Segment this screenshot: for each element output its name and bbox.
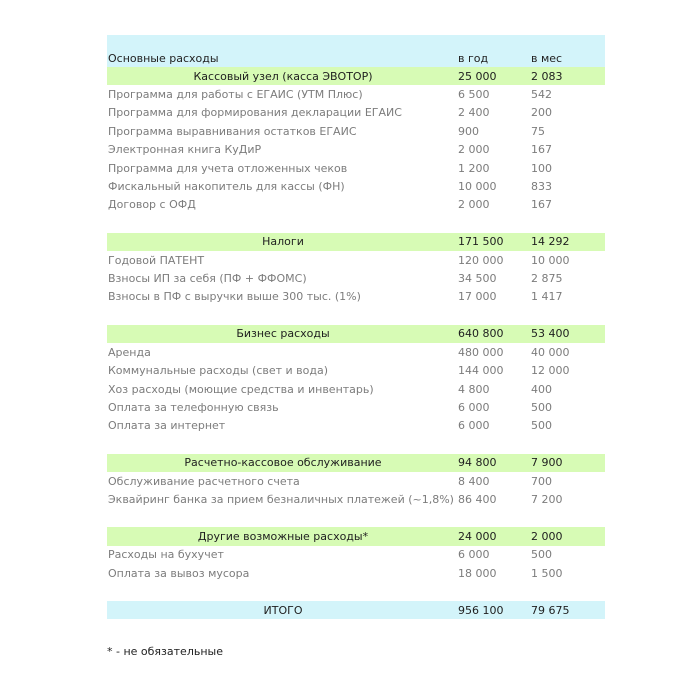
total-year: 956 100 (458, 603, 504, 617)
section-month: 14 292 (531, 235, 570, 249)
table-row (107, 490, 605, 508)
table-row (107, 380, 605, 398)
table-row (107, 472, 605, 490)
table-row (107, 288, 605, 306)
item-month: 200 (531, 106, 552, 120)
item-month: 100 (531, 161, 552, 175)
table-row (107, 251, 605, 269)
table-row (107, 546, 605, 564)
item-month: 167 (531, 198, 552, 212)
section-title: Налоги (262, 235, 304, 249)
item-month: 10 000 (531, 253, 570, 267)
section-row (107, 233, 605, 251)
table-row (107, 159, 605, 177)
table-row (107, 361, 605, 379)
section-year: 24 000 (458, 529, 497, 543)
item-label: Расходы на бухучет (108, 548, 224, 562)
item-label: Оплата за интернет (108, 419, 226, 433)
expenses-table (107, 35, 605, 619)
section-row (107, 527, 605, 545)
item-year: 8 400 (458, 474, 490, 488)
item-year: 6 500 (458, 88, 490, 102)
item-month: 2 875 (531, 272, 563, 286)
section-month: 2 000 (531, 529, 563, 543)
item-month: 833 (531, 180, 552, 194)
section-row (107, 454, 605, 472)
item-label: Взносы ИП за себя (ПФ + ФФОМС) (108, 272, 307, 286)
table-row (107, 122, 605, 140)
item-month: 542 (531, 88, 552, 102)
spacer (107, 582, 605, 601)
section-month: 53 400 (531, 327, 570, 341)
header-title: Основные расходы (108, 52, 219, 65)
table-header (107, 35, 605, 67)
item-year: 144 000 (458, 364, 504, 378)
item-year: 2 000 (458, 198, 490, 212)
item-label: Договор с ОФД (108, 198, 196, 212)
item-year: 6 000 (458, 419, 490, 433)
item-label: Годовой ПАТЕНТ (108, 253, 205, 267)
item-year: 2 000 (458, 143, 490, 157)
table-row (107, 564, 605, 582)
spacer (107, 509, 605, 528)
item-label: Оплата за телефонную связь (108, 400, 279, 414)
item-month: 500 (531, 548, 552, 562)
table-row (107, 196, 605, 214)
item-year: 17 000 (458, 290, 497, 304)
total-row (107, 601, 605, 619)
item-label: Фискальный накопитель для кассы (ФН) (108, 180, 345, 194)
item-month: 500 (531, 419, 552, 433)
item-label: Обслуживание расчетного счета (108, 474, 300, 488)
item-month: 12 000 (531, 364, 570, 378)
footnote: * - не обязательные (107, 645, 223, 658)
header-year: в год (458, 52, 489, 65)
section-year: 171 500 (458, 235, 504, 249)
item-month: 7 200 (531, 493, 563, 506)
item-year: 86 400 (458, 493, 497, 506)
section-month: 2 083 (531, 69, 563, 83)
item-label: Хоз расходы (моющие средства и инвентарь) (108, 382, 374, 396)
spacer (107, 435, 605, 454)
item-month: 1 500 (531, 566, 563, 580)
item-year: 900 (458, 124, 479, 138)
item-year: 18 000 (458, 566, 497, 580)
table-row (107, 343, 605, 361)
item-month: 700 (531, 474, 552, 488)
item-year: 480 000 (458, 345, 504, 359)
table-row (107, 417, 605, 435)
item-label: Коммунальные расходы (свет и вода) (108, 364, 329, 378)
item-label: Аренда (108, 345, 151, 359)
item-label: Электронная книга КуДиР (108, 143, 262, 157)
item-label: Программа для учета отложенных чеков (108, 161, 348, 175)
item-label: Эквайринг банка за прием безналичных платежей (~1,8%) (108, 493, 454, 506)
table-row (107, 398, 605, 416)
section-title: Другие возможные расходы* (197, 529, 369, 543)
table-row (107, 85, 605, 103)
section-year: 640 800 (458, 327, 504, 341)
section-year: 25 000 (458, 69, 497, 83)
section-month: 7 900 (531, 456, 563, 470)
item-label: Программа для формирования декларации ЕГАИС (108, 106, 402, 120)
section-year: 94 800 (458, 456, 497, 470)
total-month: 79 675 (531, 603, 570, 617)
total-label: ИТОГО (263, 603, 303, 617)
item-month: 1 417 (531, 290, 563, 304)
item-year: 10 000 (458, 180, 497, 194)
section-row (107, 67, 605, 85)
header-month: в мес (531, 52, 563, 65)
item-year: 1 200 (458, 161, 490, 175)
spacer (107, 214, 605, 233)
section-title: Бизнес расходы (236, 327, 330, 341)
item-month: 167 (531, 143, 552, 157)
table-row (107, 269, 605, 287)
item-label: Оплата за вывоз мусора (108, 566, 250, 580)
item-month: 400 (531, 382, 552, 396)
item-year: 4 800 (458, 382, 490, 396)
item-month: 75 (531, 124, 545, 138)
item-year: 6 000 (458, 548, 490, 562)
section-title: Расчетно-кассовое обслуживание (184, 456, 382, 470)
item-label: Программа для работы с ЕГАИС (УТМ Плюс) (108, 88, 363, 102)
table-row (107, 177, 605, 195)
item-year: 34 500 (458, 272, 497, 286)
table-row (107, 104, 605, 122)
table-row (107, 141, 605, 159)
section-row (107, 325, 605, 343)
item-label: Программа выравнивания остатков ЕГАИС (108, 124, 357, 138)
item-year: 120 000 (458, 253, 504, 267)
item-year: 2 400 (458, 106, 490, 120)
section-title: Кассовый узел (касса ЭВОТОР) (193, 69, 373, 83)
spacer (107, 306, 605, 325)
item-label: Взносы в ПФ с выручки выше 300 тыс. (1%) (108, 290, 361, 304)
item-year: 6 000 (458, 400, 490, 414)
item-month: 40 000 (531, 345, 570, 359)
item-month: 500 (531, 400, 552, 414)
